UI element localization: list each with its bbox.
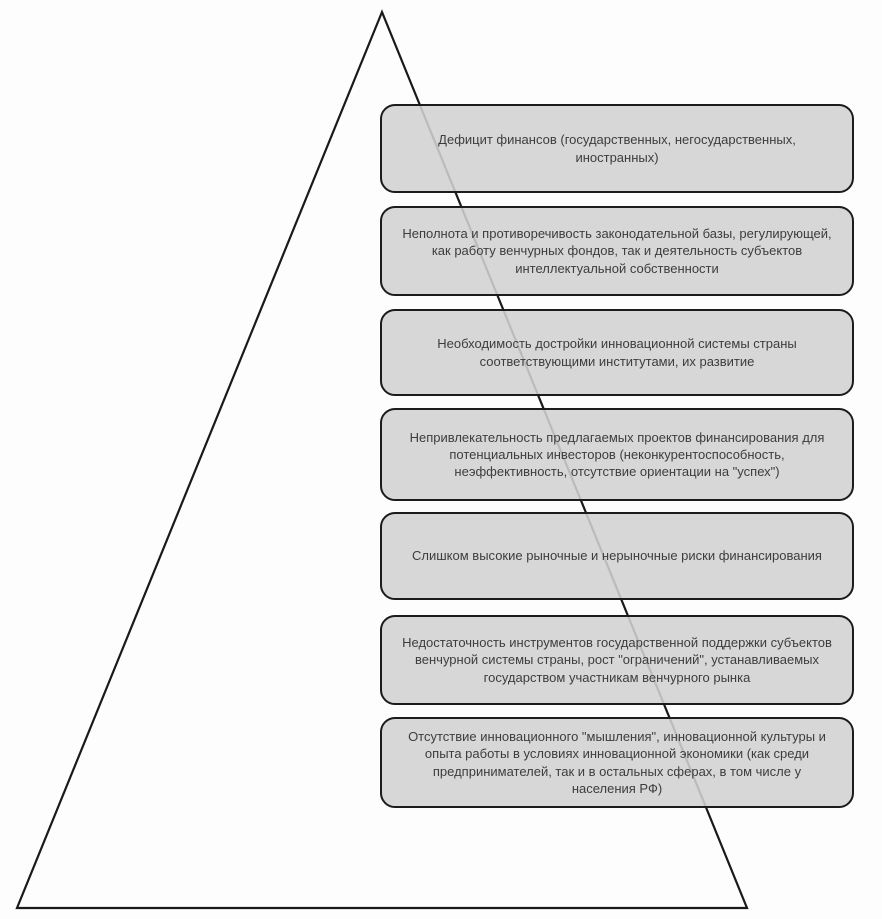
obstacle-box-high-risks [380,512,854,600]
obstacle-box-innovation-system-institutes [380,309,854,396]
obstacle-box-insufficient-state-support [380,615,854,705]
obstacle-box-unattractive-projects [380,408,854,501]
obstacle-text: Необходимость достройки инновационной системы страны соответствующими институтами, их развитие [437,336,797,369]
obstacle-text: Отсутствие инновационного "мышления", инновационной культуры и опыта работы в условиях инновационной экономики (как среди предпринимателей, так и в остальных сферах, в том числе у населения РФ) [408,729,826,796]
obstacle-text: Непривлекательность предлагаемых проектов финансирования для потенциальных инвесторов (неконкурентоспособность, неэффективность, отсутствие ориентации на "успех") [409,429,825,480]
obstacle-text: Слишком высокие рыночные и нерыночные риски финансирования [412,548,822,564]
obstacle-box-legislation-gaps [380,206,854,296]
obstacle-text: Недостаточность инструментов государственной поддержки субъектов венчурной системы страны, рост "ограничений", устанавливаемых государством участникам венчурного рынка [402,635,832,685]
obstacle-text: Неполнота и противоречивость законодательной базы, регулирующей, как работу венчурных фондов, так и деятельность субъектов интеллектуальной собственности [402,226,832,276]
obstacle-box-lack-innovation-mindset [380,717,854,808]
obstacle-text: Дефицит финансов (государственных, негосударственных, иностранных) [438,132,796,165]
obstacle-box-finance-deficit [380,104,854,193]
